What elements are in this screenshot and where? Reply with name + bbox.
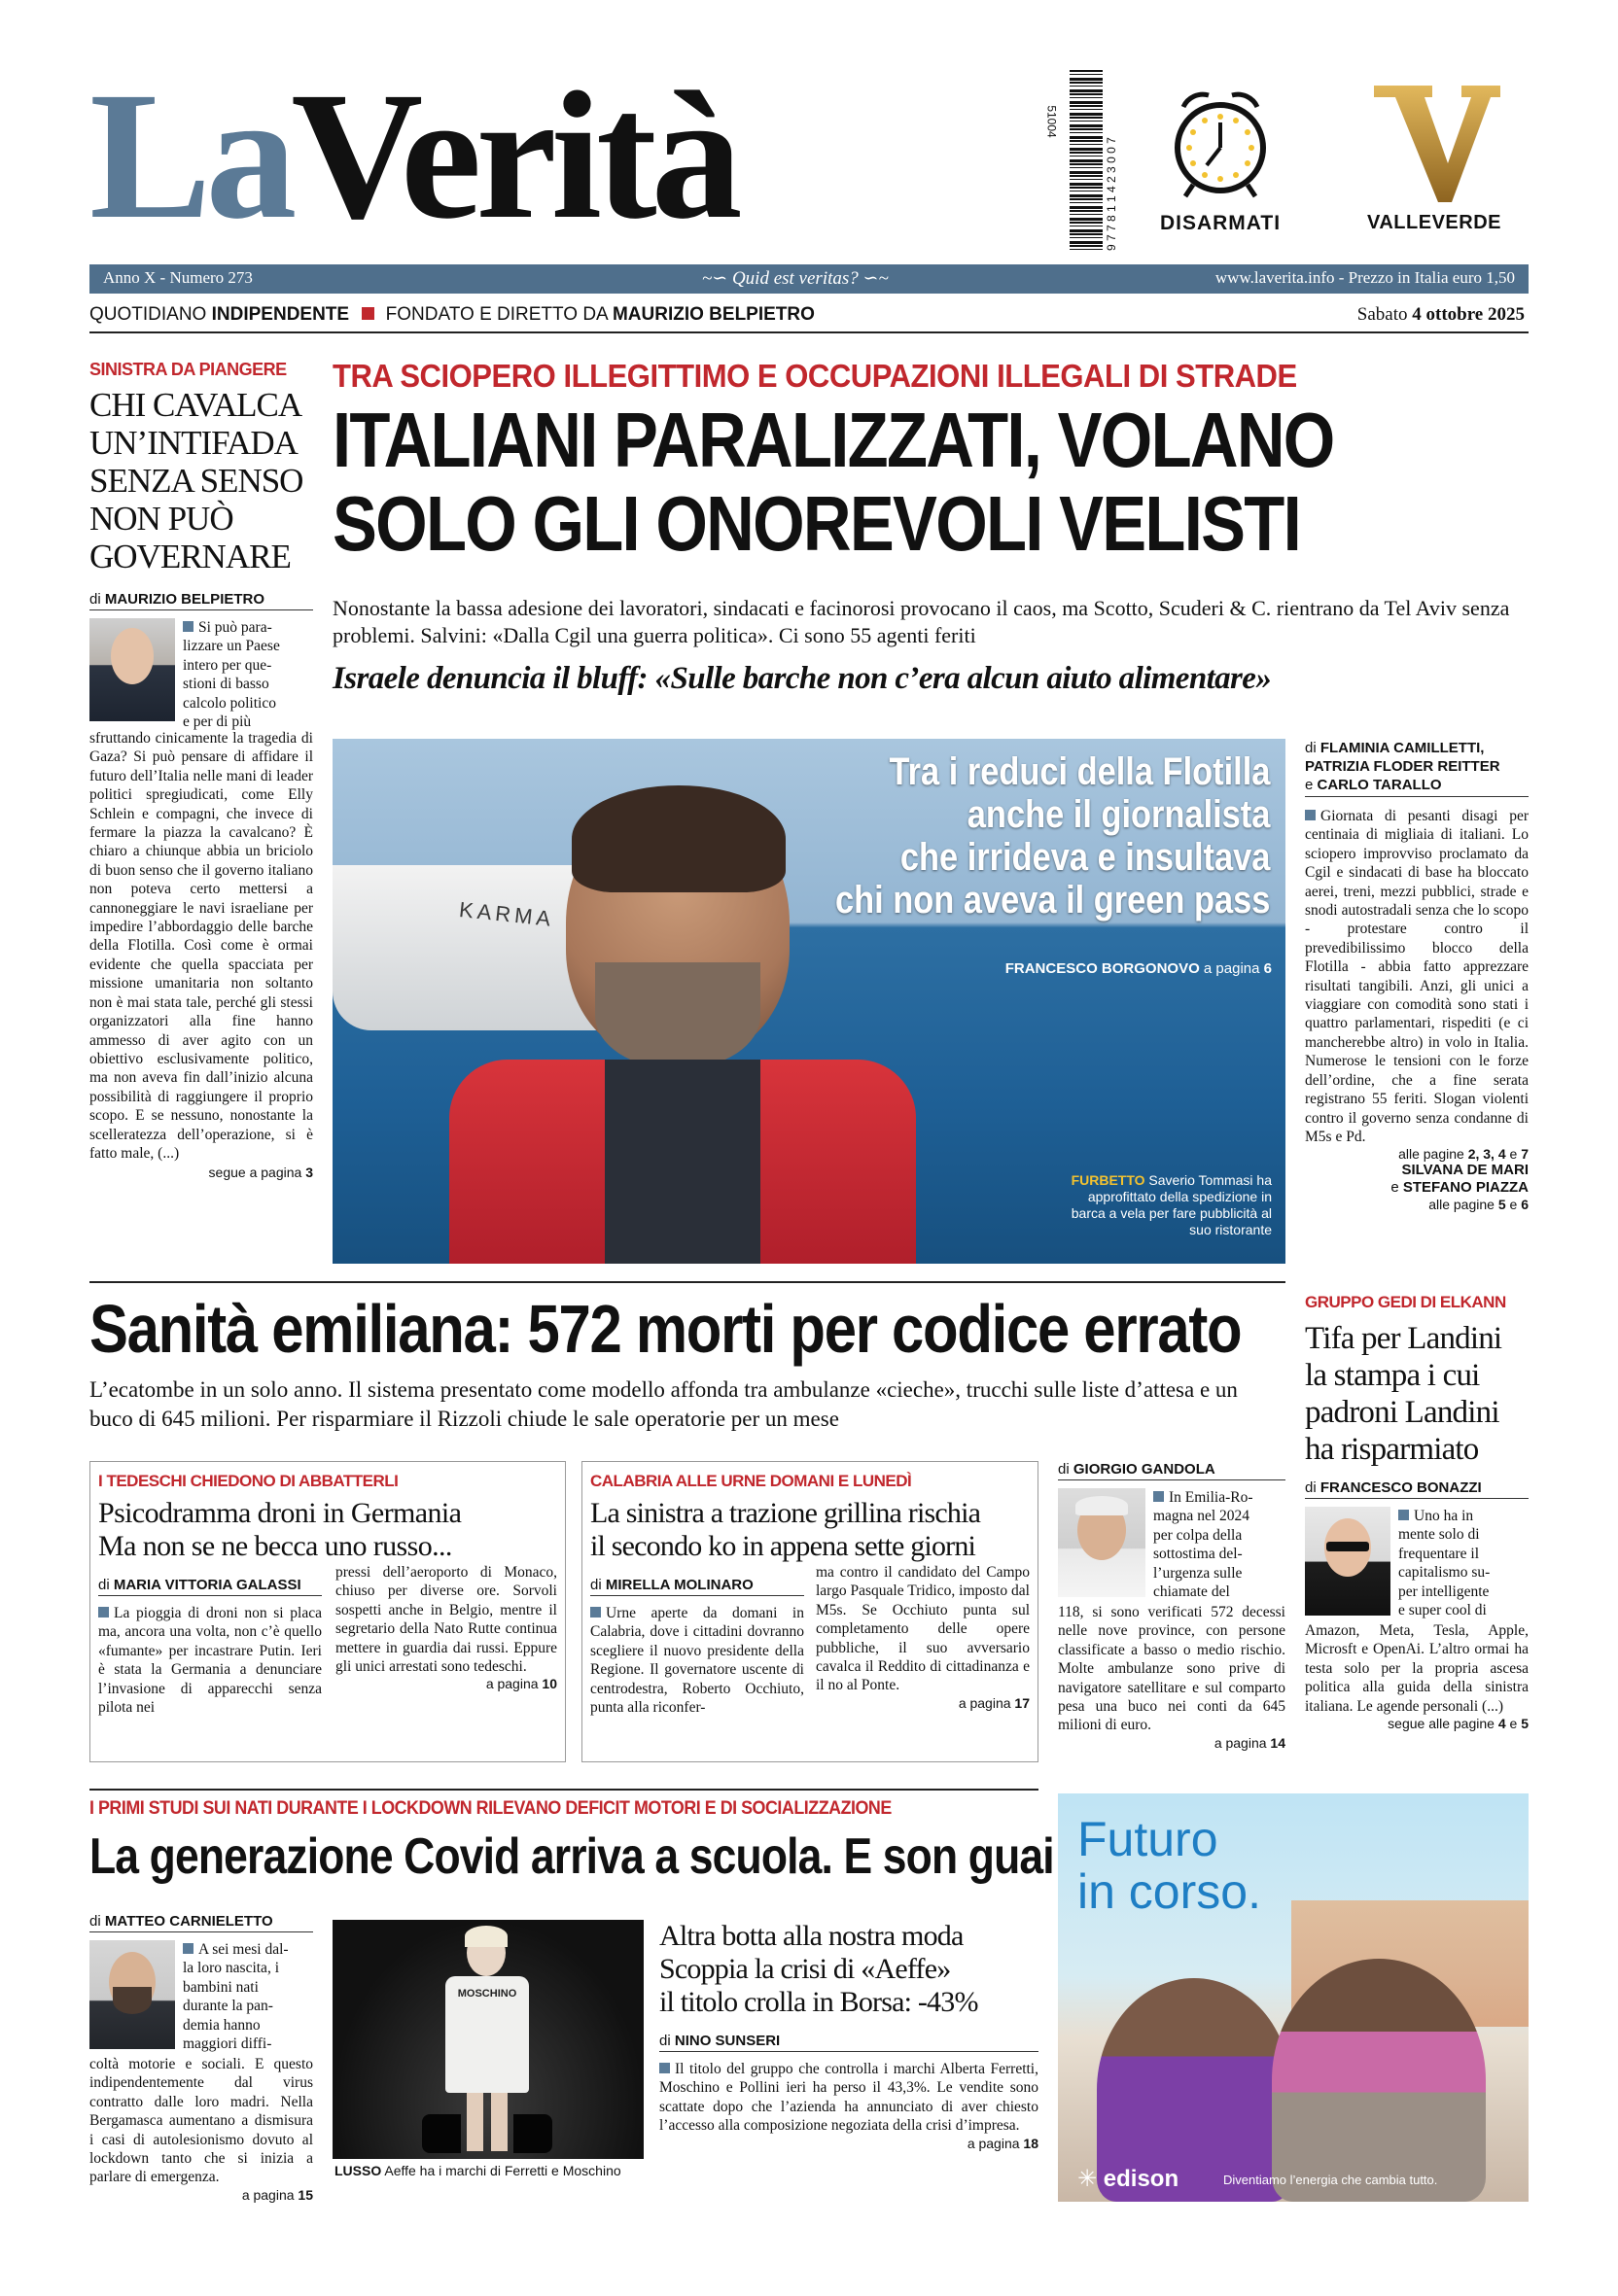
- editorial-headline-line: NON PUÒ: [89, 500, 233, 538]
- gandola-author-photo: [1058, 1488, 1145, 1597]
- flourish-icon: ~∽: [702, 268, 732, 289]
- calabria-body-1: Urne aperte da domani in Calabria, dove i cittadini dovranno scegliere il nuovo presidente della Regione. Il governatore uscente di centrodestra, Roberto Occhiuto, punta alla riconfer-: [590, 1605, 804, 1717]
- quotidiano: QUOTIDIANO: [89, 304, 207, 325]
- editorial-pageref[interactable]: segue a pagina 3: [208, 1165, 313, 1181]
- square-icon: [590, 1607, 601, 1618]
- fondato: FONDATO E DIRETTO DA: [385, 304, 608, 325]
- sanita-summary: L’ecatombe in un solo anno. Il sistema presentato come modello affonda tra ambulanze «cieche», trucchi sulle liste d’attesa e un buco di 645 milioni. Per risparmiare il Rizzoli chiude le sale operatorie per un mese: [89, 1377, 1238, 1431]
- covid-headline: La generazione Covid arriva a scuola. E son guai: [89, 1828, 1054, 1885]
- disarmati-label: DISARMATI: [1159, 212, 1282, 234]
- ad-tagline: Diventiamo l’energia che cambia tutto.: [1223, 2173, 1438, 2187]
- gandola-lead: In Emilia-Ro- magna nel 2024 per colpa della sottostima del- l’urgenza sulle chiamate del: [1153, 1489, 1253, 1601]
- covid-col: [89, 1913, 313, 2205]
- lead-headline-line-1: ITALIANI PARALIZZATI, VOLANO: [333, 397, 1334, 483]
- square-icon: [183, 1943, 193, 1954]
- tagline-row: [89, 304, 1529, 333]
- photo-caption: FURBETTO Saverio Tommasi ha approfittato della spedizione in barca a vela per fare pubblicità al suo ristorante: [1071, 1172, 1272, 1237]
- moda-photo: [333, 1920, 644, 2182]
- square-icon: [659, 2063, 670, 2073]
- barcode-digits: 9 7 7 8 1 1 4 2 3 0 0 7: [1105, 137, 1118, 251]
- moda-byline: di NINO SUNSERI: [659, 2033, 1038, 2052]
- covid-author-photo: [89, 1940, 175, 2049]
- covid-pageref[interactable]: a pagina 15: [241, 2186, 313, 2203]
- gedi-author-photo: [1305, 1507, 1390, 1616]
- valleverde-badge: [1347, 78, 1522, 243]
- ad-brand: ✳ edison: [1077, 2166, 1179, 2192]
- gandola-pageref[interactable]: a pagina 14: [1214, 1734, 1285, 1751]
- editorial-headline-line: SENZA SENSO: [89, 462, 303, 500]
- motto-text: Quid est veritas?: [731, 268, 859, 289]
- moda-photo-caption: LUSSO Aeffe ha i marchi di Ferretti e Moschino: [333, 2159, 644, 2182]
- gedi-pageref[interactable]: segue alle pagine 4 e 5: [1388, 1716, 1529, 1732]
- ad-child-right: [1272, 1959, 1486, 2202]
- gedi-byline: di FRANCESCO BONAZZI: [1305, 1479, 1529, 1499]
- gandola: [1058, 1461, 1285, 1772]
- lead-kicker: TRA SCIOPERO ILLEGITTIMO E OCCUPAZIONI ILLEGALI DI STRADE: [333, 358, 1297, 394]
- director: MAURIZIO BELPIETRO: [612, 304, 815, 325]
- lead-second-pageref[interactable]: alle pagine 5 e 6: [1428, 1197, 1529, 1213]
- editorial-byline: di MAURIZIO BELPIETRO: [89, 591, 313, 610]
- site-price: www.laverita.info - Prezzo in Italia euro 1,50: [1214, 268, 1515, 287]
- lead-subhead: Israele denuncia il bluff: «Sulle barche non c’era alcun aiuto alimentare»: [333, 661, 1272, 696]
- boat-name: KARMA: [458, 896, 556, 932]
- square-icon: [362, 307, 374, 320]
- droni-pageref[interactable]: a pagina 10: [485, 1676, 557, 1692]
- droni-kicker: I TEDESCHI CHIEDONO DI ABBATTERLI: [98, 1472, 399, 1490]
- gedi-lead: Uno ha in mente solo di frequentare il capitalismo su- per intelligente e super cool di: [1398, 1508, 1491, 1619]
- motto: [702, 267, 889, 290]
- alarm-clock-icon: [1162, 78, 1279, 204]
- editorial-author-photo: [89, 618, 175, 721]
- sanita-headline: Sanità emiliana: 572 morti per codice errato: [89, 1291, 1242, 1367]
- droni-headline: Psicodramma droni in Germania Ma non se ne becca uno russo...: [98, 1497, 462, 1562]
- gandola-byline: di GIORGIO GANDOLA: [1058, 1461, 1285, 1480]
- lead-headline-line-2: SOLO GLI ONOREVOLI VELISTI: [333, 480, 1301, 567]
- droni-body-1: La pioggia di droni non si placa ma, ancora una volta, non c’è quello «fumante» per incastrare Putin. Ieri è stata la Germania a denunciare l’invasione di apparecchi senza pilota nei: [98, 1605, 322, 1717]
- edison-ad[interactable]: [1058, 1793, 1529, 2202]
- gedi-kicker: GRUPPO GEDI DI ELKANN: [1305, 1293, 1506, 1311]
- gedi: [1305, 1293, 1529, 1779]
- model-bags: [422, 2114, 552, 2153]
- droni-box: [89, 1461, 566, 1762]
- moda-body: Il titolo del gruppo che controlla i marchi Alberta Ferretti, Moschino e Pollini ieri ha perso il 43,3%. Le vendite sono scattate dopo che l’azienda ha annunciato di aver chiesto l’accesso alla composizione negoziata della crisi d’impresa.: [659, 2061, 1038, 2135]
- calabria-headline: La sinistra a trazione grillina rischia il secondo ko in appena sette giorni: [590, 1497, 981, 1562]
- moda: [659, 1920, 1038, 2202]
- editorial-lead: Si può para- lizzare un Paese intero per que- stioni di basso calcolo politico e per di più: [183, 619, 280, 731]
- square-icon: [1305, 810, 1316, 820]
- photo-author-ref[interactable]: FRANCESCO BORGONOVO a pagina 6: [1004, 960, 1272, 977]
- lead-side-byline: di FLAMINIA CAMILLETTI, PATRIZIA FLODER REITTER e CARLO TARALLO: [1305, 739, 1529, 797]
- divider: [89, 1789, 1038, 1791]
- editorial-headline-line: GOVERNARE: [89, 538, 291, 575]
- lead-headline: [333, 399, 1361, 566]
- masthead-band: [89, 264, 1529, 294]
- flourish-icon: ∽~: [858, 268, 889, 289]
- calabria-byline: di MIRELLA MOLINARO: [590, 1577, 804, 1596]
- square-icon: [1153, 1491, 1164, 1502]
- issue-number: Anno X - Numero 273: [103, 268, 253, 287]
- date-prefix: Sabato: [1356, 304, 1408, 325]
- editorial-kicker: SINISTRA DA PIANGERE: [89, 360, 287, 379]
- man-hair: [572, 785, 786, 892]
- disarmati-badge: [1159, 78, 1282, 243]
- covid-kicker: I PRIMI STUDI SUI NATI DURANTE I LOCKDOWN RILEVANO DEFICIT MOTORI E DI SOCIALIZZAZIONE: [89, 1798, 892, 1819]
- masthead: [0, 0, 1618, 335]
- model-hair: [465, 1926, 508, 1947]
- ad-headline: Futuro in corso.: [1077, 1812, 1261, 1919]
- editorial-headline: [89, 386, 313, 575]
- valleverde-v-logo-icon: [1347, 78, 1522, 209]
- calabria-box: [581, 1461, 1038, 1762]
- shirt: [605, 1060, 760, 1264]
- edison-logo-icon: ✳: [1077, 2166, 1104, 2192]
- gedi-body: Amazon, Meta, Tesla, Apple, Microsft e OpenAi. L’altro ormai ha testa solo per la propria ascesa politica alla guida della sinistra italiana. Le agende personali (...): [1305, 1622, 1529, 1715]
- covid-byline: di MATTEO CARNIELETTO: [89, 1913, 313, 1932]
- barcode: [1070, 70, 1103, 251]
- lead-side: [1305, 739, 1529, 1264]
- editorial: [89, 360, 313, 1273]
- square-icon: [98, 1607, 109, 1618]
- indipendente: INDIPENDENTE: [211, 304, 350, 325]
- valleverde-label: VALLEVERDE: [1367, 212, 1501, 233]
- gandola-body: 118, si sono verificati 572 decessi nelle nove province, con persone classificate a basso o medio rischio. Molte ambulanze sono prive di navigatore satellitare e sul comparto pesa una buco nei conti da 645 milioni di euro.: [1058, 1604, 1285, 1734]
- logo-la: La: [89, 53, 292, 257]
- gedi-headline: Tifa per Landini la stampa i cui padroni Landini ha risparmiato: [1305, 1321, 1502, 1467]
- editorial-body: sfruttando cinicamente la tragedia di Gaza? Si può pensare di affidare il futuro dell’Italia nelle mani di leader politici spregiudicati, come Elly Schlein e compagni, che invece di fermare la piazza la cavalcano? È chiaro a chiunque abbia un briciolo di buon senso che il governo italiano non poteva certo mettersi a cannoneggiare le navi israeliane per impedire l’abbordaggio delle barche della Flotilla. Così come è ormai evidente che quella spacciata per missione umanitaria non soltanto non è mai stata tale, perché gli stessi organizzatori alla fine hanno ammesso di aver agito con un obiettivo esclusivamente politico, ma non aveva fin dall’inizio alcuna possibilità di raggiungere il proprio scopo. E se nessuno, nonostante la scelleratezza dell’operazione, si è fatto male, (...): [89, 730, 313, 1162]
- lead-second-byline: SILVANA DE MARI e STEFANO PIAZZA: [1390, 1162, 1529, 1197]
- editorial-author: MAURIZIO BELPIETRO: [104, 591, 265, 608]
- editorial-headline-line: CHI CAVALCA: [89, 386, 302, 424]
- lead-side-body: Giornata di pesanti disagi per centinaia di migliaia di italiani. Lo sciopero improvviso proclamato da Cgil e sindacati di base ha bloccato aerei, treni, mezzi pubblici, strade e snodi autostradali senza che lo scopo - protestare contro il prevedibilissimo blocco della Flotilla - abbia fatto apprezzare risultati tangibili. Anzi, gli unici a viaggiare con comodità sono stati i quattro parlamentari, rispediti (e ci mancherebbe altro) in volo in Italia. Numerose le tensioni con le forze dell’ordine, che a fine serata registrano 55 feriti. Slogan violenti contro il governo senza condanne di M5s e Pd.: [1305, 808, 1529, 1145]
- barcode-issue: 51004: [1044, 105, 1059, 138]
- logo: [89, 53, 737, 257]
- date: 4 ottobre 2025: [1412, 304, 1525, 325]
- logo-verita: Verità: [291, 53, 737, 257]
- editorial-headline-line: UN’INTIFADA: [89, 424, 298, 462]
- square-icon: [1398, 1510, 1409, 1520]
- moda-headline: Altra botta alla nostra moda Scoppia la crisi di «Aeffe» il titolo crolla in Borsa: -43%: [659, 1920, 978, 2018]
- droni-byline: di MARIA VITTORIA GALASSI: [98, 1577, 322, 1596]
- moda-pageref[interactable]: a pagina 18: [967, 2135, 1038, 2151]
- caption-label: FURBETTO: [1071, 1172, 1145, 1188]
- calabria-pageref[interactable]: a pagina 17: [958, 1694, 1030, 1711]
- moda-shirt-text: MOSCHINO: [457, 1988, 517, 2000]
- man-beard: [595, 962, 760, 1069]
- photo-headline: Tra i reduci della Flotilla anche il giornalista che irrideva e insultava chi non aveva il green pass: [835, 750, 1271, 922]
- square-icon: [183, 621, 193, 632]
- lead-side-pageref[interactable]: alle pagine 2, 3, 4 e 7: [1398, 1146, 1529, 1163]
- lead-photo: [333, 739, 1285, 1264]
- calabria-kicker: CALABRIA ALLE URNE DOMANI E LUNEDÌ: [590, 1472, 912, 1490]
- droni-body-2: pressi dell’aeroporto di Monaco, chiuso per diverse ore. Sorvoli sospetti anche in Belgio, mentre il segretario della Nato Rutte continua mettere in guardia dai russi. Eppure gli unici arrestati sono tedeschi.: [335, 1564, 557, 1676]
- calabria-body-2: ma contro il candidato del Campo largo Pasquale Tridico, imposto dal M5s. Se Occhiuto punta sul completamento delle opere pubbliche, il suo avversario cavalca il Reddito di cittadinanza e il no al Ponte.: [816, 1564, 1030, 1694]
- covid-body: coltà motorie e sociali. E questo indipendentemente dal virus contratto dalle loro madri. Nella Bergamasca aumentano a dismisura i casi di autolesionismo dovuto al lockdown tanto che si inizia a parlare di emergenza.: [89, 2056, 313, 2186]
- divider: [89, 1281, 1285, 1283]
- date-line: [1357, 304, 1525, 326]
- covid-lead: A sei mesi dal- la loro nascita, i bambini nati durante la pan- demia hanno maggiori diffi-: [183, 1941, 289, 2053]
- lead-summary: Nonostante la bassa adesione dei lavoratori, sindacati e facinorosi provocano il caos, ma Scotto, Scuderi & C. rientrano da Tel Aviv senza problemi. Salvini: «Dalla Cgil una guerra politica». Ci sono 55 agenti feriti: [333, 596, 1510, 647]
